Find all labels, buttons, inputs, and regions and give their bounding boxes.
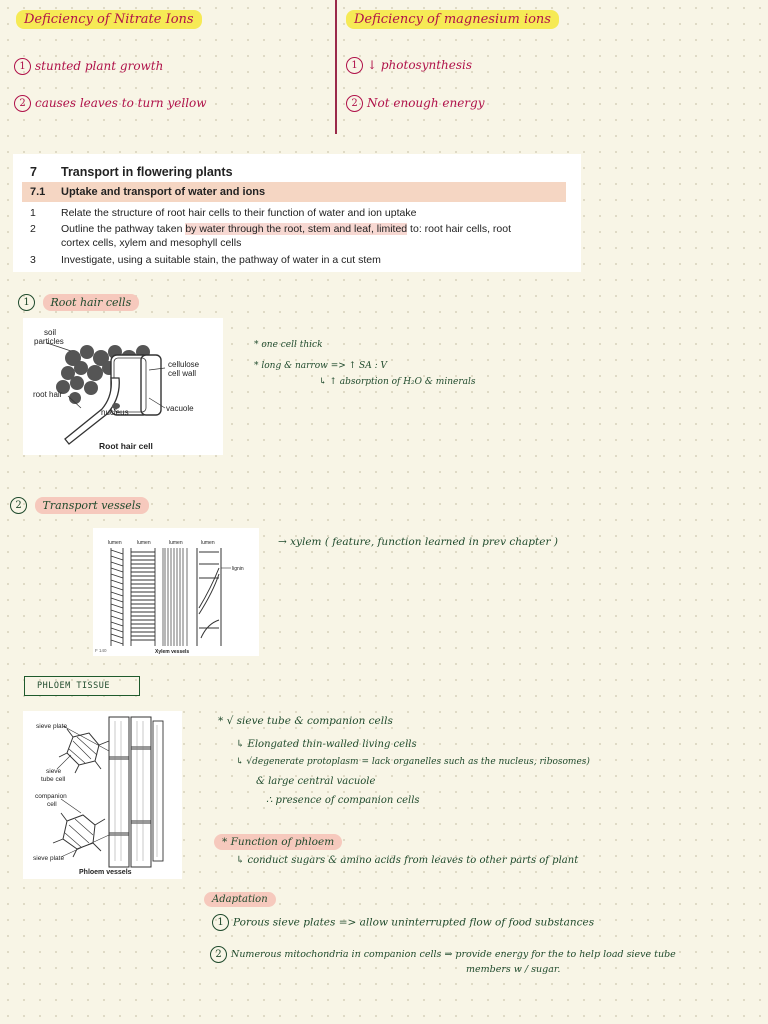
adaptation-item-2-line2: members w / sugar. — [466, 964, 561, 975]
label-cell-wall: cell wall — [168, 369, 197, 378]
section-title: Transport in flowering plants — [61, 165, 233, 179]
phloem-note-1: * √ sieve tube & companion cells — [218, 715, 393, 727]
xylem-vessel-2 — [131, 548, 155, 646]
label-phloem-caption: Phloem vessels — [79, 869, 132, 876]
label-lumen-3: lumen — [169, 540, 183, 546]
phloem-tubes — [109, 717, 163, 867]
phloem-box — [24, 676, 140, 696]
magnesium-item-1: 1 ↓ photosynthesis — [346, 57, 472, 74]
adaptation-item-2: 2 Numerous mitochondria in companion cells ⇒ provide energy for the to help load sieve tube — [210, 946, 676, 963]
label-companion: companion — [35, 793, 67, 800]
label-vacuole: vacuole — [166, 404, 194, 413]
phloem-box-label: PHLOEM TISSUE — [37, 681, 111, 691]
xylem-vessel-4 — [197, 548, 221, 646]
label-particles: particles — [34, 337, 64, 346]
syllabus-section-row — [13, 162, 581, 184]
transport-heading: 2 Transport vessels — [10, 497, 149, 514]
subsection-number: 7.1 — [30, 186, 46, 198]
label-tube-cell: tube cell — [41, 776, 66, 783]
xylem-diagram — [93, 528, 259, 656]
phloem-note-5: ∴ presence of companion cells — [266, 795, 420, 806]
adaptation-heading: Adaptation — [204, 894, 276, 905]
xylem-vessel-3 — [163, 548, 187, 646]
syllabus-subsection-row — [22, 182, 566, 202]
label-lumen-4: lumen — [201, 540, 215, 546]
phloem-note-2: ↳ Elongated thin-walled living cells — [236, 739, 417, 750]
xylem-vessel-1 — [111, 548, 123, 646]
root-hair-note-2: * long & narrow => ↑ SA : V — [254, 361, 387, 371]
phloem-figure — [23, 711, 182, 879]
phloem-function-text: ↳ conduct sugars & amino acids from leaves to other parts of plant — [236, 855, 579, 866]
phloem-diagram — [23, 711, 182, 879]
nitrate-heading: Deficiency of Nitrate Ions — [16, 12, 202, 27]
xylem-figure — [93, 528, 259, 656]
section-number: 7 — [30, 165, 37, 179]
phloem-note-4: & large central vacuole — [256, 776, 376, 787]
label-root-hair: root hair — [33, 390, 63, 399]
label-corner: F 140 — [95, 648, 107, 653]
highlighted-text: by water through the root, stem and leaf, limited — [185, 223, 408, 235]
nitrate-item-1: 1 stunted plant growth — [14, 58, 163, 75]
label-lumen-1: lumen — [108, 540, 122, 546]
vertical-divider — [335, 0, 337, 134]
phloem-note-3: ↳ √degenerate protoplasm = lack organelles such as the nucleus, ribosomes) — [236, 757, 590, 767]
root-hair-note-1: * one cell thick — [254, 340, 323, 350]
phloem-cross-section-top — [59, 729, 109, 773]
label-sieve-plate-top: sieve plate — [36, 723, 68, 730]
phloem-function-heading: * Function of phloem — [214, 836, 342, 848]
adaptation-item-1: 1 Porous sieve plates => allow uninterrupted flow of food substances — [212, 914, 594, 931]
syllabus-card: 7 Transport in flowering plants 7.1 Uptake and transport of water and ions 1 Relate the structure of root hair cells to their function of water and ion uptake 2 Outline the pathway taken by water through the root, stem and leaf, limited to: root hair cells, root cortex cells, xylem and mesophyll cells 3 Investigate, using a suitable stain, the pathway of water in a cut stem — [13, 154, 581, 272]
root-hair-figure — [23, 318, 223, 455]
label-caption: Root hair cell — [99, 441, 153, 451]
magnesium-item-2: 2 Not enough energy — [346, 95, 485, 112]
phloem-cross-section-bottom — [53, 813, 105, 857]
label-sieve: sieve — [46, 768, 62, 775]
label-cellulose: cellulose — [168, 360, 200, 369]
label-lignin: lignin — [232, 566, 244, 572]
root-hair-note-3: ↳ ↑ absorption of H₂O & minerals — [319, 377, 476, 387]
label-xylem-caption: Xylem vessels — [155, 649, 190, 655]
label-soil: soil — [44, 328, 57, 337]
root-hair-diagram — [23, 318, 223, 455]
nitrate-item-2: 2 causes leaves to turn yellow — [14, 95, 207, 112]
label-lumen-2: lumen — [137, 540, 151, 546]
label-cell: cell — [47, 801, 57, 808]
label-nucleus: nucleus — [101, 408, 129, 417]
subsection-title: Uptake and transport of water and ions — [61, 186, 266, 198]
xylem-note: → xylem ( feature, function learned in prev chapter ) — [278, 536, 558, 548]
label-sieve-plate-bottom: sieve plate — [33, 855, 65, 862]
root-hair-heading: 1 Root hair cells — [18, 294, 139, 311]
magnesium-heading: Deficiency of magnesium ions — [346, 12, 559, 27]
